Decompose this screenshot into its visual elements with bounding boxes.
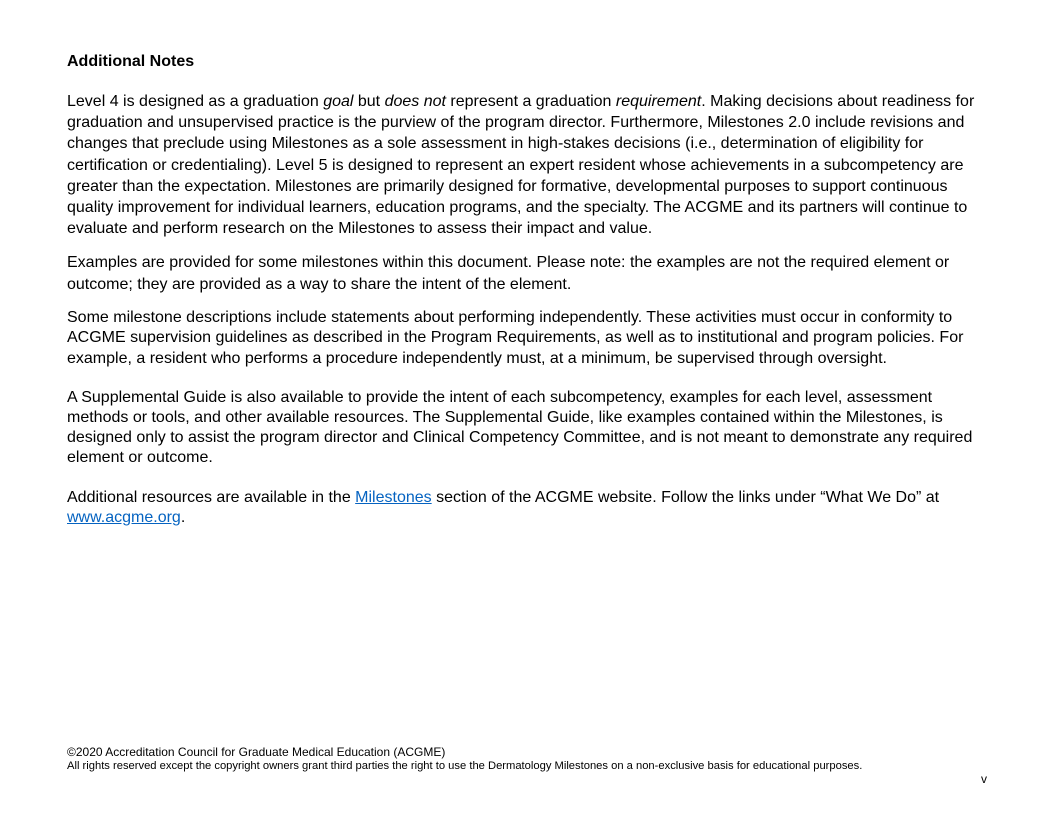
paragraph-line: www.acgme.org. xyxy=(67,509,186,526)
paragraph-line: designed only to assist the program director and Clinical Competency Committee, and is not meant to demonstrate any required xyxy=(67,429,973,446)
paragraph-line: evaluate and perform research on the Milestones to assess their impact and value. xyxy=(67,220,653,238)
paragraph-line: Level 4 is designed as a graduation goal but does not represent a graduation requirement. Making decisions about readiness for xyxy=(67,93,975,110)
paragraph-line: example, a resident who performs a procedure independently must, at a minimum, be supervised through oversight. xyxy=(67,349,887,367)
milestones-link[interactable]: Milestones xyxy=(355,489,432,506)
paragraph-line: certification or credentialing). Level 5 is designed to represent an expert resident whose achievements in a subcompetency are xyxy=(67,156,964,174)
paragraph-line: element or outcome. xyxy=(67,449,213,466)
page-footer xyxy=(67,745,862,773)
page-number: v xyxy=(981,772,987,786)
section-heading: Additional Notes xyxy=(67,53,195,70)
paragraph-line: Examples are provided for some milestones within this document. Please note: the examples are not the required element or xyxy=(67,254,950,271)
emphasis-does-not: does not xyxy=(384,93,446,110)
acgme-website-link[interactable]: www.acgme.org xyxy=(67,509,181,526)
paragraph-supervision xyxy=(67,308,987,369)
emphasis-requirement: requirement xyxy=(615,93,702,110)
paragraph-line: outcome; they are provided as a way to share the intent of the element. xyxy=(67,275,572,293)
paragraph-line: quality improvement for individual learners, education programs, and the specialty. The ACGME and its partners will continue to xyxy=(67,199,968,217)
paragraph-examples xyxy=(67,252,987,295)
paragraph-line: changes that preclude using Milestones as a sole assessment in high-stakes decisions (i.e., determination of eligibility for xyxy=(67,135,924,153)
paragraph-line: ACGME supervision guidelines as described in the Program Requirements, as well as to institutional and program policies. For xyxy=(67,329,964,347)
paragraph-line: greater than the expectation. Milestones are primarily designed for formative, developmental purposes to support continuous xyxy=(67,177,948,195)
paragraph-graduation-goal xyxy=(67,91,987,239)
copyright-notice: ©2020 Accreditation Council for Graduate Medical Education (ACGME) xyxy=(67,745,446,759)
rights-notice: All rights reserved except the copyright owners grant third parties the right to use the Dermatology Milestones on a non-exclusive basis for educational purposes. xyxy=(67,760,863,772)
paragraph-line: Some milestone descriptions include statements about performing independently. These activities must occur in conformity to xyxy=(67,309,953,326)
paragraph-line: A Supplemental Guide is also available to provide the intent of each subcompetency, examples for each level, assessment xyxy=(67,389,933,406)
paragraph-line: methods or tools, and other available resources. The Supplemental Guide, like examples contained within the Milestones, is xyxy=(67,409,943,426)
emphasis-goal: goal xyxy=(323,93,354,110)
paragraph-additional-resources xyxy=(67,488,987,528)
paragraph-supplemental-guide xyxy=(67,388,987,468)
paragraph-line: graduation and unsupervised practice is the purview of the program director. Furthermore, Milestones 2.0 include revisions and xyxy=(67,114,965,132)
paragraph-line: Additional resources are available in the Milestones section of the ACGME website. Follow the links under “What We Do” at xyxy=(67,489,940,506)
